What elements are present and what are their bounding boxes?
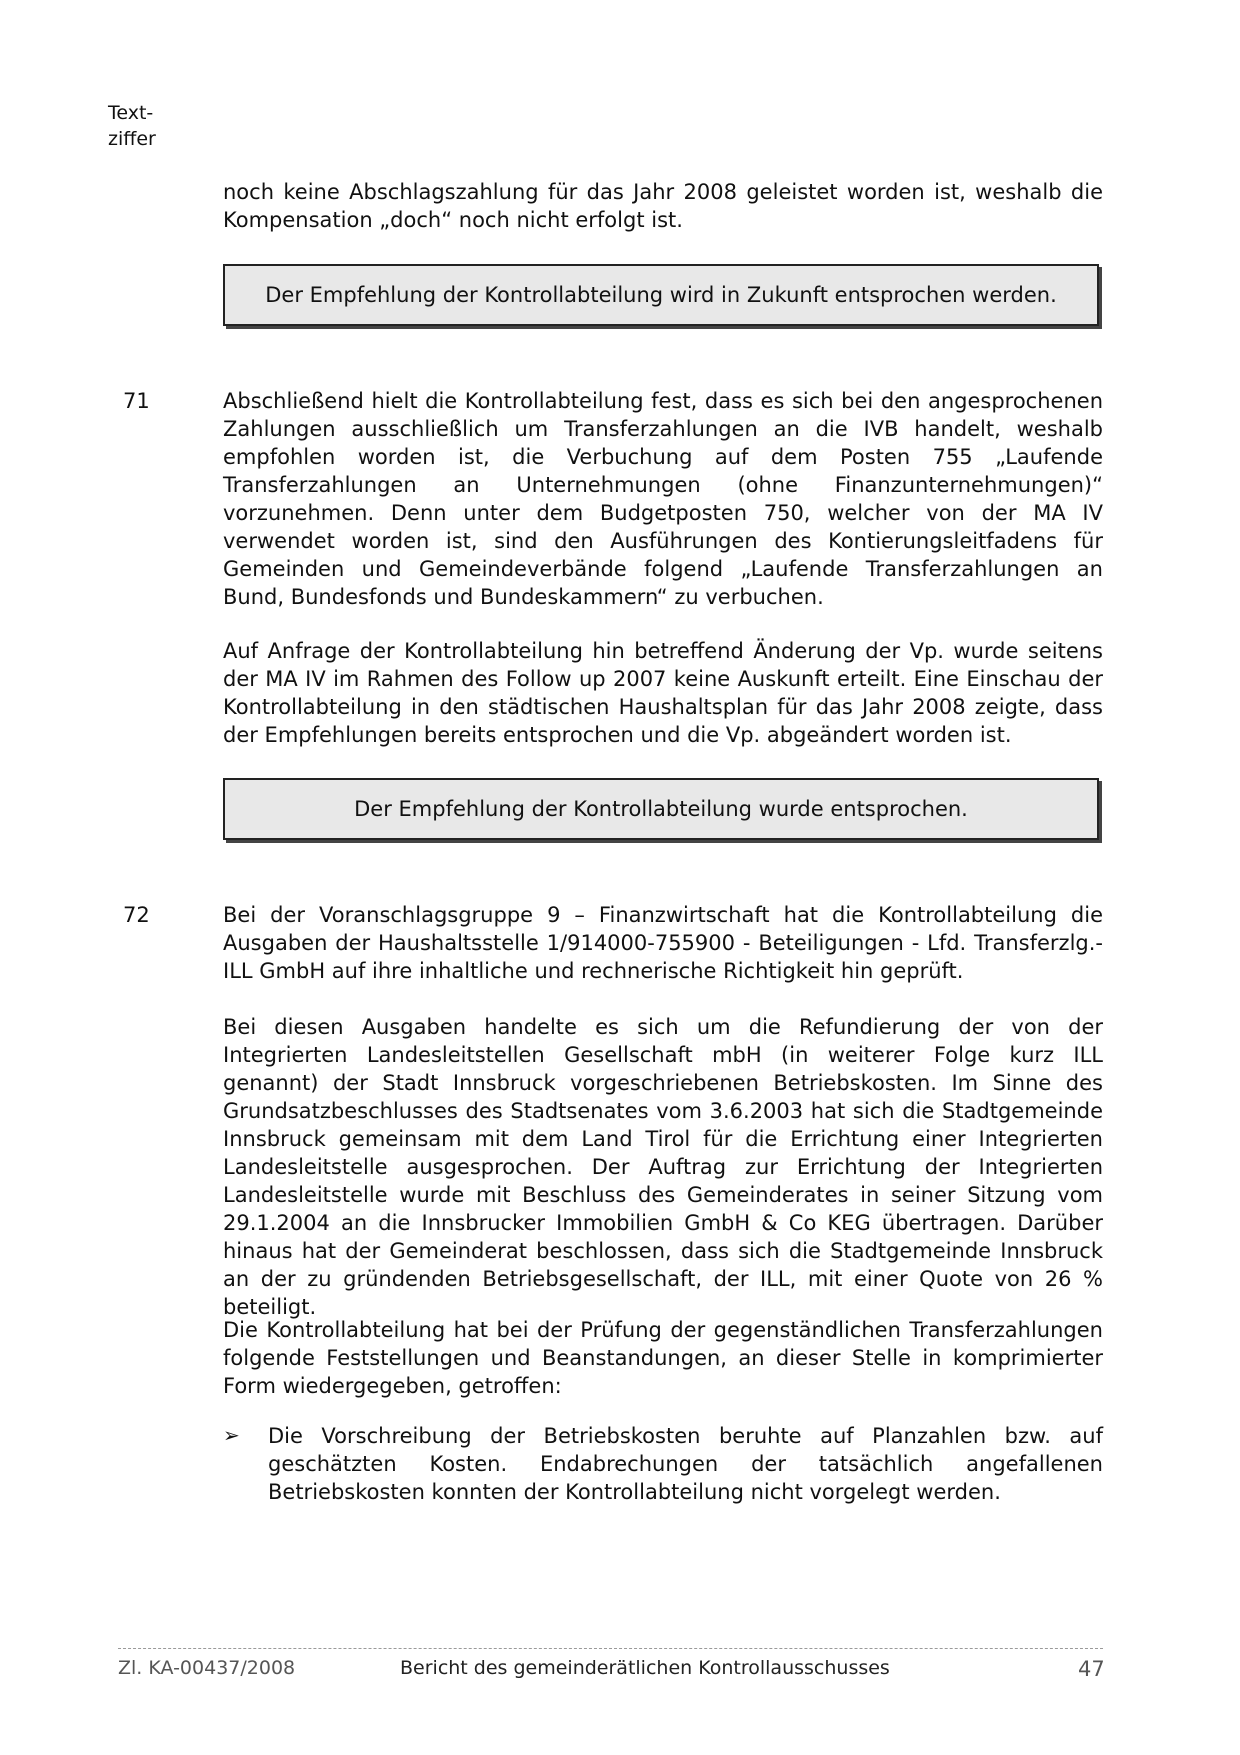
paragraph-71b: Auf Anfrage der Kontrollabteilung hin betreffend Änderung der Vp. wurde seitens der MA IV im Rahmen des Follow up 2007 keine Auskunft erteilt. Eine Einschau der Kontrollabteilung in den städtischen Haushaltsplan für das Jahr 2008 zeigte, dass der Empfehlungen bereits entsprochen und die Vp. abgeändert worden ist. bbox=[223, 639, 1103, 747]
paragraph-72b: Bei diesen Ausgaben handelte es sich um die Refundierung der von der Integrierten Landesleitstellen Gesellschaft mbH (in weiterer Folge kurz ILL genannt) der Stadt Innsbruck vorgeschriebenen Betriebskosten. Im Sinne des Grundsatzbeschlusses des Stadtsenates vom 3.6.2003 hat sich die Stadtgemeinde Innsbruck gemeinsam mit dem Land Tirol für die Errichtung einer Integrierten Landesleitstelle ausgesprochen. Der Auftrag zur Errichtung der Integrierten Landesleitstelle wurde mit Beschluss des Gemeinderates in seiner Sitzung vom 29.1.2004 an die Innsbrucker Immobilien GmbH & Co KEG übertragen. Darüber hinaus hat der Gemeinderat beschlossen, dass sich die Stadtgemeinde Innsbruck an der zu gründenden Betriebsgesellschaft, der ILL, mit einer Quote von 26 % beteiligt. bbox=[223, 1015, 1103, 1319]
textziffer-71: 71 bbox=[123, 389, 150, 413]
recommendation-box-1-text: Der Empfehlung der Kontrollabteilung wird in Zukunft entsprochen werden. bbox=[265, 283, 1057, 307]
recommendation-box-1 bbox=[223, 264, 1099, 326]
textziffer-margin-label: Text- ziffer bbox=[108, 102, 156, 150]
textziffer-72: 72 bbox=[123, 903, 150, 927]
paragraph-72a: Bei der Voranschlagsgruppe 9 – Finanzwirtschaft hat die Kontrollabteilung die Ausgaben der Haushaltsstelle 1/914000-755900 - Beteiligungen - Lfd. Transferzlg.-ILL GmbH auf ihre inhaltliche und rechnerische Richtigkeit hin geprüft. bbox=[223, 903, 1103, 983]
footer-divider bbox=[118, 1648, 1103, 1649]
footer-title: Bericht des gemeinderätlichen Kontrollausschusses bbox=[400, 1657, 890, 1679]
footer-reference: Zl. KA-00437/2008 bbox=[118, 1657, 296, 1679]
bullet-arrow-icon: ➢ bbox=[223, 1423, 240, 1447]
page-number: 47 bbox=[1078, 1657, 1105, 1681]
recommendation-box-2-text: Der Empfehlung der Kontrollabteilung wurde entsprochen. bbox=[354, 797, 968, 821]
recommendation-box-2 bbox=[223, 778, 1099, 840]
bullet-item: Die Vorschreibung der Betriebskosten beruhte auf Planzahlen bzw. auf geschätzten Kosten. Endabrechungen der tatsächlich angefallenen Betriebskosten konnten der Kontrollabteilung nicht vorgelegt werden. bbox=[268, 1424, 1103, 1504]
paragraph-72c: Die Kontrollabteilung hat bei der Prüfung der gegenständlichen Transferzahlungen folgende Feststellungen und Beanstandungen, an dieser Stelle in komprimierter Form wiedergegeben, getroffen: bbox=[223, 1318, 1103, 1398]
paragraph-71a: Abschließend hielt die Kontrollabteilung fest, dass es sich bei den angesprochenen Zahlungen ausschließlich um Transferzahlungen an die IVB handelt, weshalb empfohlen worden ist, die Verbuchung auf dem Posten 755 „Laufende Transferzahlungen an Unternehmungen (ohne Finanzunternehmungen)“ vorzunehmen. Denn unter dem Budgetposten 750, welcher von der MA IV verwendet worden ist, sind den Ausführungen des Kontierungsleitfadens für Gemeinden und Gemeindeverbände folgend „Laufende Transferzahlungen an Bund, Bundesfonds und Bundeskammern“ zu verbuchen. bbox=[223, 389, 1103, 609]
paragraph-continuation: noch keine Abschlagszahlung für das Jahr 2008 geleistet worden ist, weshalb die Kompensation „doch“ noch nicht erfolgt ist. bbox=[223, 180, 1103, 232]
